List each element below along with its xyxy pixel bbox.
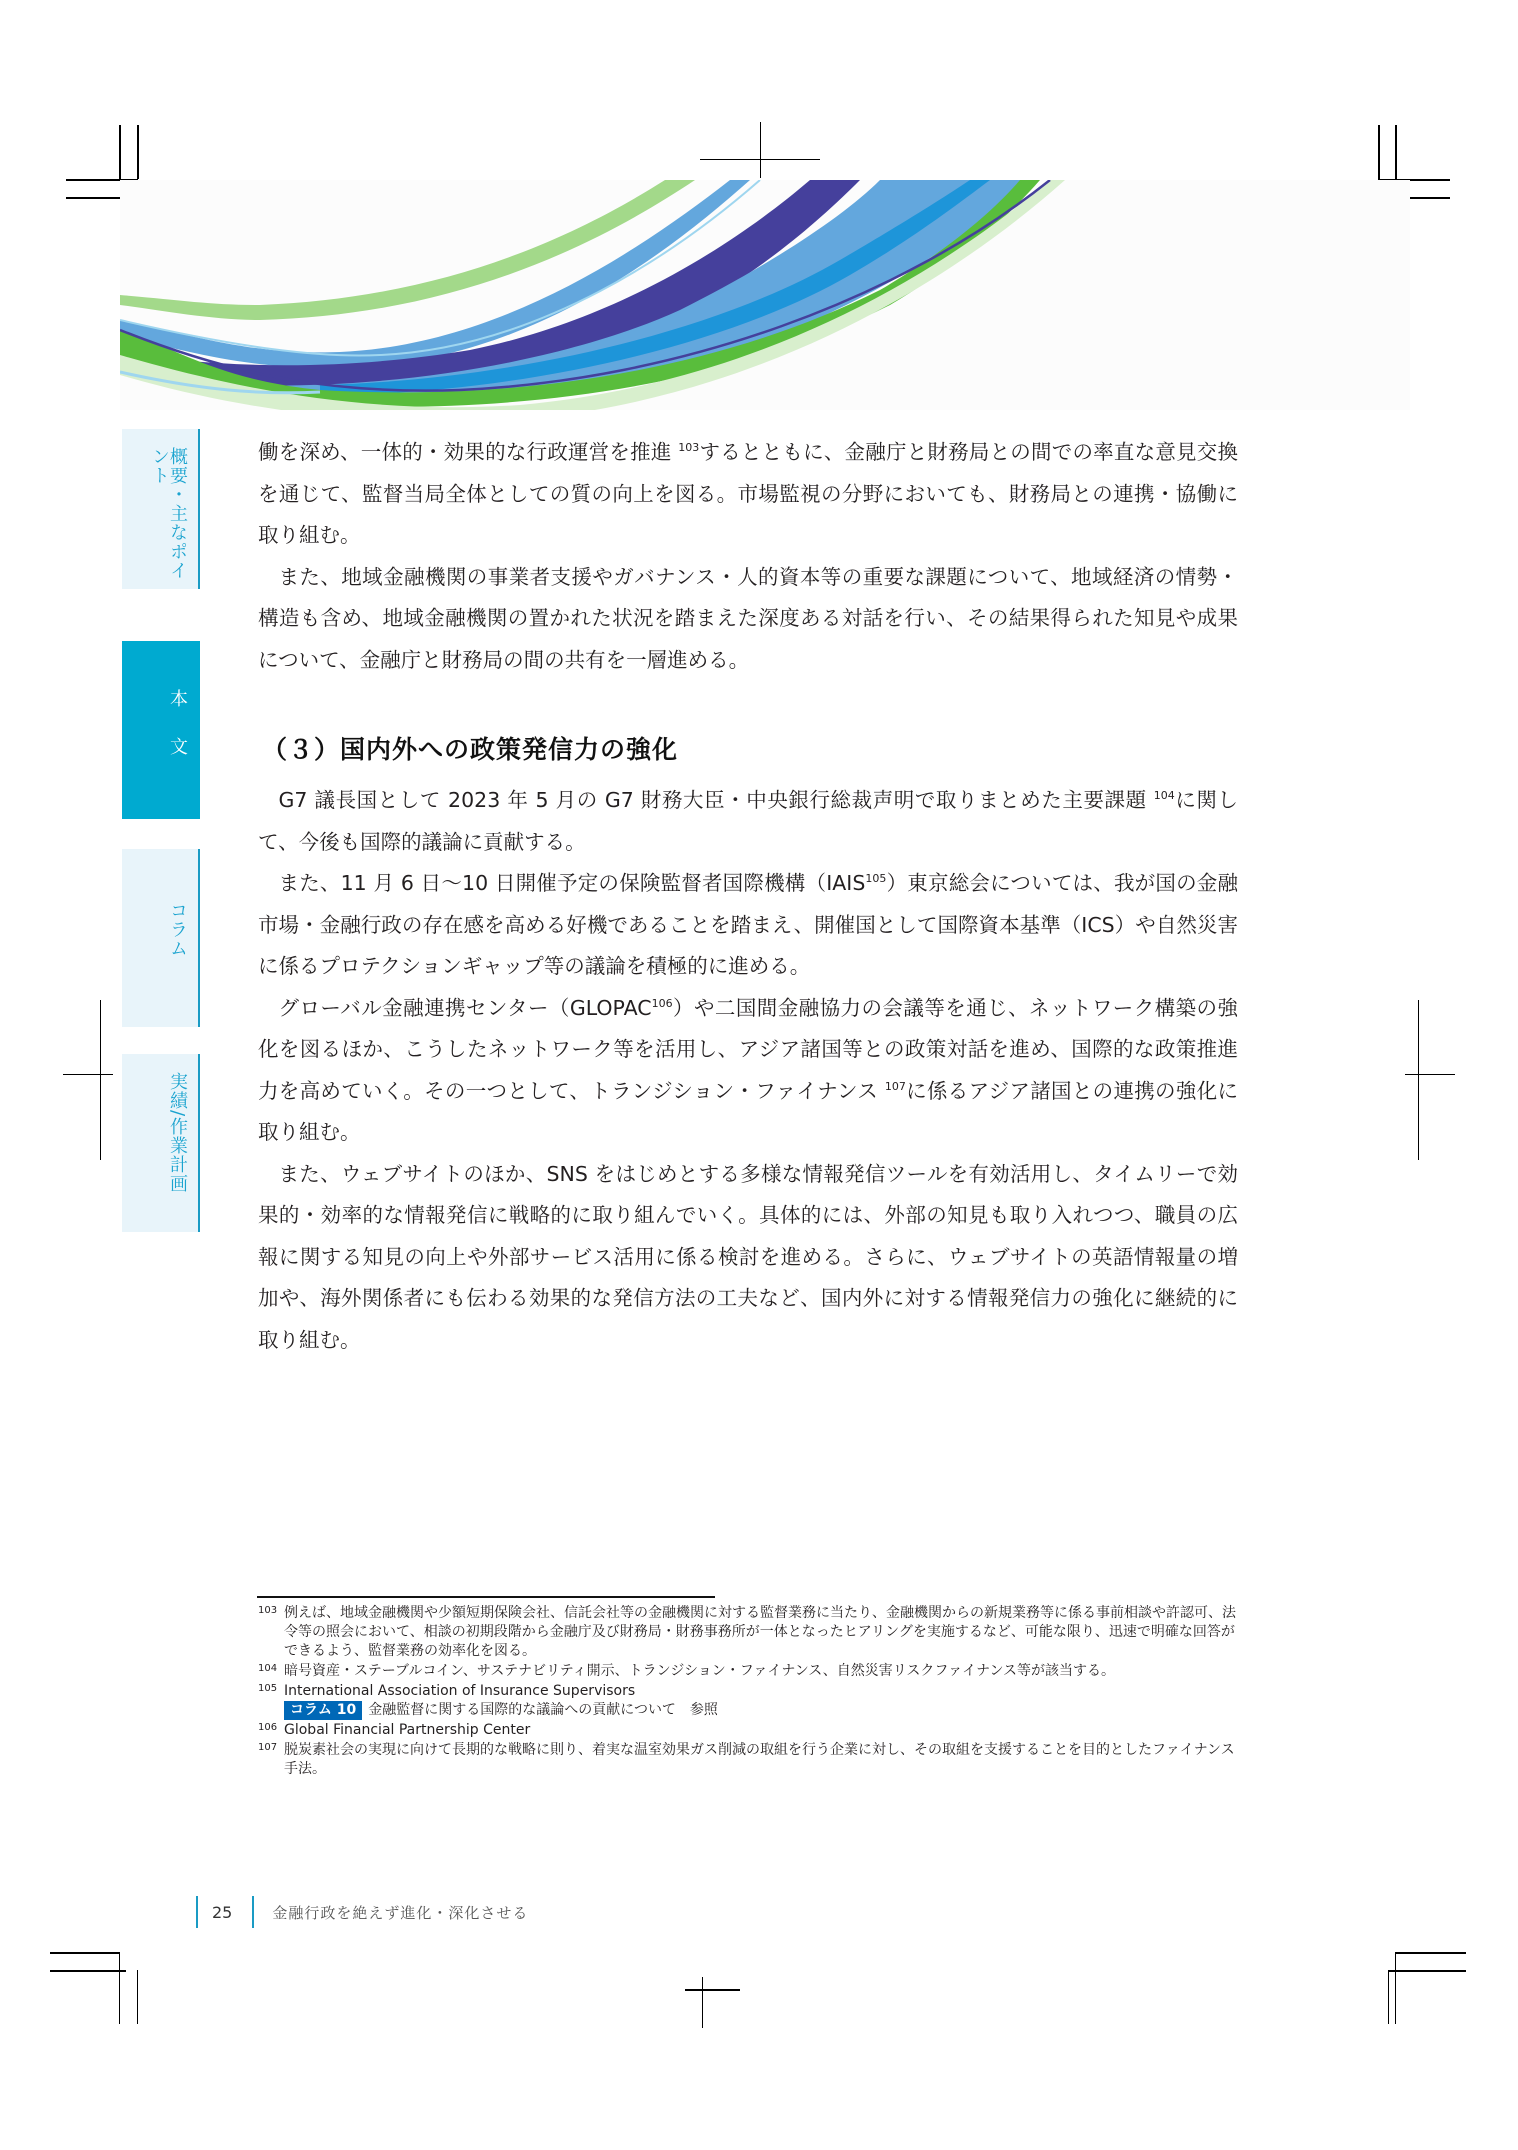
intro-text (258, 432, 1238, 681)
wave-ribbons-graphic (120, 180, 1410, 410)
footnote-107: 107 脱炭素社会の実現に向けて長期的な戦略に則り、着実な温室効果ガス削減の取組を行う企業に対し、その取組を支援することを目的としたファイナンス手法。 (258, 1741, 1238, 1779)
footnote-ref[interactable]: 103 (678, 441, 700, 455)
side-tab-results-plan[interactable] (122, 1054, 200, 1232)
page-footer (196, 1896, 528, 1928)
column-link-badge[interactable]: コラム 10 (284, 1701, 362, 1720)
side-tab-results-plan-label: 実績/作業計画 (167, 1072, 188, 1194)
side-tab-column-label: コラム (167, 901, 188, 958)
side-tab-main-text[interactable] (122, 641, 200, 819)
section-paragraph: また、ウェブサイトのほか、SNS をはじめとする多様な情報発信ツールを有効活用し、タイムリーで効果的・効率的な情報発信に戦略的に取り組んでいく。具体的には、外部の知見も取り入れつつ、職員の広報に関する知見の向上や外部サービス活用に係る検討を進める。さらに、ウェブサイトの英語情報量の増加や、海外関係者にも伝わる効果的な発信方法の工夫など、国内外に対する情報発信力の強化に継続的に取り組む。 (258, 1161, 1238, 1352)
footnote-divider (257, 1596, 715, 1598)
side-tab-overview[interactable] (122, 429, 200, 589)
footnote-ref[interactable]: 105 (865, 872, 887, 886)
section-paragraph: グローバル金融連携センター（GLOPAC$^{106}$）や二国間金融協力の会議等を通じ、ネットワーク構築の強化を図るほか、こうしたネットワーク等を活用し、アジア諸国等との政策対話を進め、国際的な政策推進力を高めていく。その一つとして、トランジション・ファイナンス $^{107}$に係るアジア諸国との連携の強化に取り組む。 (258, 995, 1238, 1144)
column-link-text[interactable]: 金融監督に関する国際的な議論への貢献について 参照 (368, 1702, 718, 1718)
footnotes (258, 1604, 1238, 1780)
footnote-ref[interactable]: 107 (884, 1079, 906, 1093)
intro-paragraph: また、地域金融機関の事業者支援やガバナンス・人的資本等の重要な課題について、地域経済の情勢・構造も含め、地域金融機関の置かれた状況を踏まえた深度ある対話を行い、その結果得られた知見や成果について、金融庁と財務局の間の共有を一層進める。 (258, 564, 1238, 672)
footnote-number: 104 (258, 1663, 278, 1674)
footnote-104: 104 暗号資産・ステーブルコイン、サステナビリティ開示、トランジション・ファイナンス、自然災害リスクファイナンス等が該当する。 (258, 1662, 1238, 1681)
section-heading: （３）国内外への政策発信力の強化 (262, 735, 679, 764)
footnote-103: 103 例えば、地域金融機関や少額短期保険会社、信託会社等の金融機関に対する監督業務に当たり、金融機関からの新規業務等に係る事前相談や許認可、法令等の照会において、相談の初期段階から金融庁及び財務局・財務事務所が一体となったヒアリングを実施するなど、可能な限り、迅速で明確な回答ができるよう、監督業務の効率化を図る。 (258, 1604, 1238, 1661)
side-tab-overview-label: 概要・主なポイント (149, 447, 188, 580)
side-tab-main-text-label: 本文 (167, 689, 188, 785)
footnote-106: 106 Global Financial Partnership Center (258, 1721, 1238, 1740)
chapter-title: 金融行政を絶えず進化・深化させる (272, 1903, 529, 1922)
footnote-number: 106 (258, 1722, 278, 1733)
footnote-number: 105 (258, 1683, 278, 1694)
page-number: 25 (212, 1902, 233, 1922)
intro-paragraph: 働を深め、一体的・効果的な行政運営を推進 $^{103}$するとともに、金融庁と財務局との間での率直な意見交換を通じて、監督当局全体としての質の向上を図る。市場監視の分野においても、財務局との連携・協働に取り組む。 (258, 440, 1238, 547)
footnote-105: 105 International Association of Insurance Supervisors コラム 10 金融監督に関する国際的な議論への貢献について 参照 (258, 1682, 1238, 1720)
footnote-ref[interactable]: 104 (1153, 789, 1175, 803)
section-paragraph: また、11 月 6 日～10 日開催予定の保険監督者国際機構（IAIS$^{105}$）東京総会については、我が国の金融市場・金融行政の存在感を高める好機であることを踏まえ、開催国として国際資本基準（ICS）や自然災害に係るプロテクションギャップ等の議論を積極的に進める。 (258, 871, 1239, 978)
header-banner (120, 180, 1410, 410)
footnote-ref[interactable]: 106 (651, 996, 673, 1010)
footnote-number: 107 (258, 1742, 278, 1753)
section-paragraph: G7 議長国として 2023 年 5 月の G7 財務大臣・中央銀行総裁声明で取りまとめた主要課題 $^{104}$に関して、今後も国際的議論に貢献する。 (258, 788, 1239, 854)
side-tab-column[interactable] (122, 849, 200, 1027)
footnote-number: 103 (258, 1605, 278, 1616)
section-text (258, 780, 1238, 1361)
